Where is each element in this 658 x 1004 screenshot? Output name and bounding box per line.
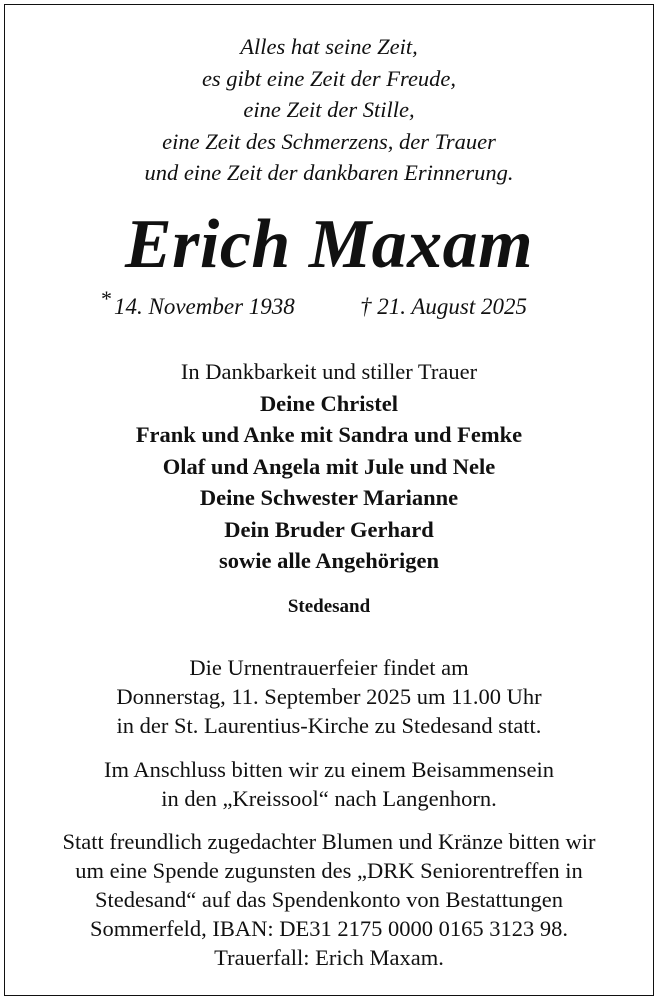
donation-line: um eine Spende zugunsten des „DRK Seniorentreffen in: [75, 858, 583, 883]
poem-line: eine Zeit der Stille,: [243, 97, 415, 122]
gathering-info: [5, 755, 653, 813]
funeral-line: Die Urnentrauerfeier findet am: [189, 655, 469, 680]
donation-line: Statt freundlich zugedachter Blumen und Kränze bitten wir: [62, 829, 596, 854]
birth-date-line: [101, 286, 295, 322]
mourner-name: Deine Schwester Marianne: [199, 485, 459, 510]
obituary-notice: [4, 4, 654, 996]
birth-star-icon: *: [101, 286, 112, 311]
poem-verse: [5, 31, 653, 189]
birth-date: 14. November 1938: [114, 294, 295, 319]
mourner-name: Dein Bruder Gerhard: [224, 516, 434, 542]
death-date: 21. August 2025: [377, 294, 527, 319]
funeral-line: Donnerstag, 11. September 2025 um 11.00 Uhr: [116, 684, 542, 709]
place-name: Stedesand: [287, 596, 371, 617]
mourner-name: Deine Christel: [259, 390, 399, 416]
donation-line: Sommerfeld, IBAN: DE31 2175 0000 0165 3123 98.: [89, 916, 569, 941]
poem-line: eine Zeit des Schmerzens, der Trauer: [162, 128, 496, 154]
gathering-line: Im Anschluss bitten wir zu einem Beisammensein: [104, 757, 554, 782]
donation-line: Trauerfall: Erich Maxam.: [214, 945, 444, 970]
mourners-intro: In Dankbarkeit und stiller Trauer: [180, 359, 478, 384]
funeral-line: in der St. Laurentius-Kirche zu Stedesand statt.: [116, 713, 542, 738]
death-date-line: [360, 292, 527, 322]
mourner-name: Frank und Anke mit Sandra und Femke: [135, 422, 523, 447]
funeral-info: [5, 653, 653, 740]
poem-line: Alles hat seine Zeit,: [240, 34, 418, 59]
mourner-name: Olaf und Angela mit Jule und Nele: [162, 453, 496, 479]
mourner-name: sowie alle Angehörigen: [219, 548, 439, 573]
donation-line: Stedesand“ auf das Spendenkonto von Bestattungen: [94, 887, 564, 912]
poem-line: es gibt eine Zeit der Freude,: [201, 65, 457, 91]
donation-info: [5, 827, 653, 972]
mourners-list: [5, 356, 653, 577]
gathering-line: in den „Kreissool“ nach Langenhorn.: [161, 786, 497, 811]
deceased-name: Erich Maxam: [124, 206, 534, 283]
poem-line: und eine Zeit der dankbaren Erinnerung.: [144, 160, 514, 185]
death-cross-icon: †: [360, 294, 372, 319]
